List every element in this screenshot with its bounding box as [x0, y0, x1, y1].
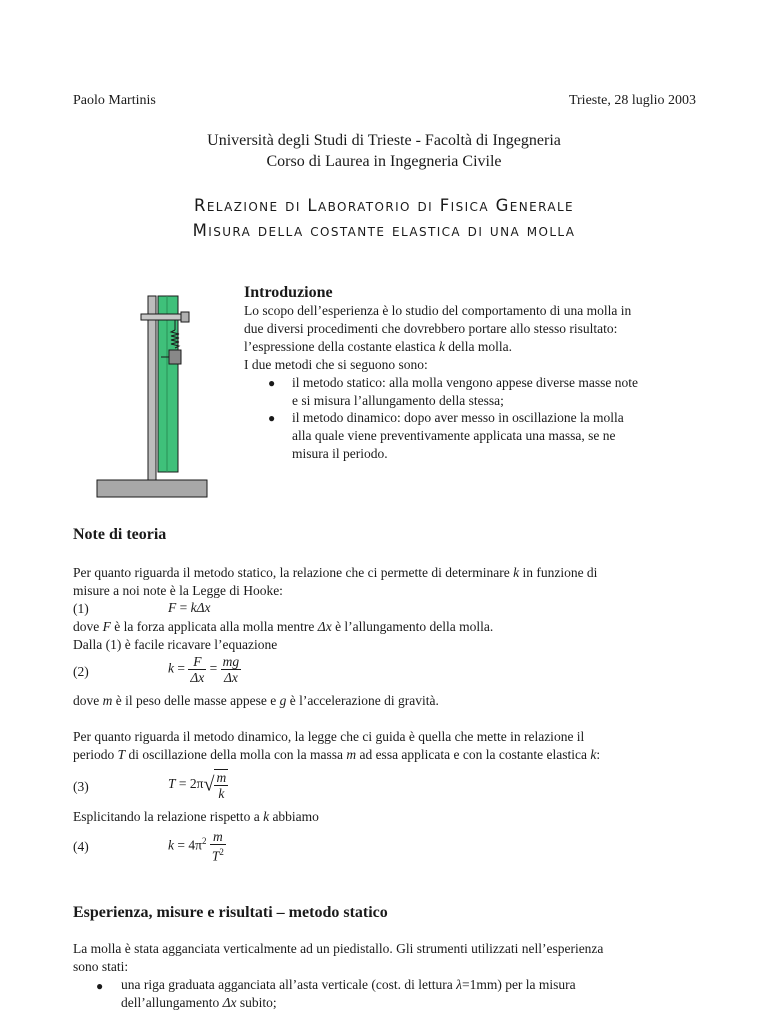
eq4-label: (4) [73, 839, 89, 854]
theory-p5-line-2: periodo T di oscillazione della molla con la massa m ad essa applicata e con la costante elastica k: [73, 747, 601, 762]
static-heading: Esperienza, misure e risultati – metodo statico [73, 904, 388, 921]
spring-stand-figure [95, 294, 210, 500]
intro-bullet-2-line-2: alla quale viene preventivamente applicata una massa, se ne [292, 428, 616, 443]
theory-p4: dove m è il peso delle masse appese e g è l’accelerazione di gravità. [73, 693, 439, 708]
eq2-label: (2) [73, 664, 89, 679]
intro-heading: Introduzione [244, 284, 333, 301]
equation-1: F = kΔx [168, 600, 211, 615]
author-name: Paolo Martinis [73, 93, 156, 108]
theory-p1-line-2: misure a noi note è la Legge di Hooke: [73, 583, 283, 598]
intro-bullet-1-line-2: e si misura l’allungamento della stessa; [292, 393, 504, 408]
intro-line-4: I due metodi che si seguono sono: [244, 357, 428, 372]
intro-line-1: Lo scopo dell’esperienza è lo studio del comportamento di una molla in [244, 303, 632, 318]
report-subtitle: Misura della costante elastica di una molla [192, 221, 576, 240]
place-date: Trieste, 28 luglio 2003 [568, 93, 696, 108]
equation-4: $k = 4\pi^2$ $\frac{m}{T^2}$ [168, 829, 224, 864]
static-p1-line-2: sono stati: [73, 959, 129, 974]
theory-p3: Dalla (1) è facile ricavare l’equazione [73, 637, 278, 652]
theory-p2: dove F è la forza applicata alla molla mentre Δx è l’allungamento della molla. [73, 619, 494, 634]
bullet-icon: ● [268, 376, 276, 390]
university-name: Università degli Studi di Trieste - Facoltà di Ingegneria [207, 132, 561, 149]
intro-bullet-2-line-3: misura il periodo. [292, 446, 388, 461]
bullet-icon: ● [268, 411, 276, 425]
equation-2: k = $\frac{F}{\Delta x}$ = $\frac{mg}{\Delta x}$ [168, 654, 240, 685]
theory-p1-line-1: Per quanto riguarda il metodo statico, la relazione che ci permette di determinare k in funzione di [73, 565, 598, 580]
intro-bullet-2-line-1: il metodo dinamico: dopo aver messo in oscillazione la molla [292, 410, 624, 425]
report-title: Relazione di Laboratorio di Fisica Generale [193, 196, 575, 215]
degree-course: Corso di Laurea in Ingegneria Civile [266, 153, 502, 170]
static-bullet-1-line-1: una riga graduata agganciata all’asta verticale (cost. di lettura λ=1mm) per la misura [121, 977, 576, 992]
theory-heading: Note di teoria [73, 526, 167, 543]
equation-3: T = 2π√ $\frac{m}{k}$ [168, 770, 227, 801]
bullet-icon: ● [96, 979, 104, 993]
theory-p6: Esplicitando la relazione rispetto a k abbiamo [73, 809, 319, 824]
static-p1-line-1: La molla è stata agganciata verticalmente ad un piedistallo. Gli strumenti utilizzati nell’esperienza [73, 941, 604, 956]
eq1-label: (1) [73, 601, 89, 616]
intro-line-2: due diversi procedimenti che dovrebbero portare allo stesso risultato: [244, 321, 618, 336]
eq3-label: (3) [73, 779, 89, 794]
static-bullet-1-line-2: dell’allungamento Δx subito; [121, 995, 277, 1010]
intro-line-3: l’espressione della costante elastica k della molla. [244, 339, 513, 354]
theory-p5-line-1: Per quanto riguarda il metodo dinamico, la legge che ci guida è quella che mette in relazione il [73, 729, 585, 744]
intro-bullet-1-line-1: il metodo statico: alla molla vengono appese diverse masse note [292, 375, 639, 390]
